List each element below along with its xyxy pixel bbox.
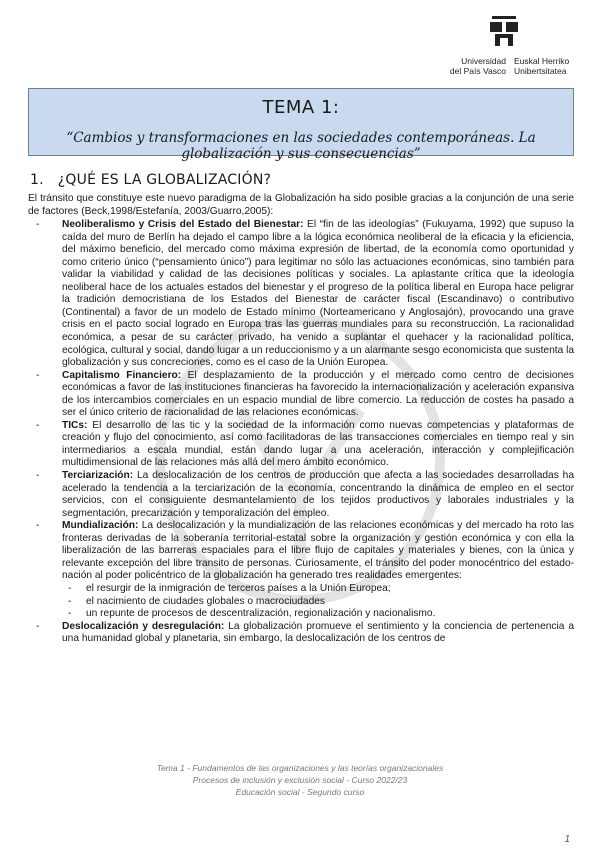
list-item-text: La deslocalización de los centros de producción que afecta a las sociedades desarrolladas ha acelerado la tendencia a la terciarización de la economía, concentrando la dinámica de empleo en el sector servicios, con el consiguiente desmantelamiento de los tejidos productivos y laborales industriales y la segmentación, precarización y temporalización del empleo.	[62, 470, 574, 519]
sub-list-item: - el nacimiento de ciudades globales o macrociudades	[86, 596, 574, 609]
sub-list-item: - un repunte de procesos de descentralización, regionalización y nacionalismo.	[86, 608, 574, 621]
footer-line: Procesos de inclusión y exclusión social - Curso 2022/23	[192, 775, 408, 785]
page-subtitle: “Cambios y transformaciones en las sociedades contemporáneas. La globalización y sus consecuencias”	[66, 130, 536, 162]
list-item-term: Terciarización:	[62, 470, 134, 482]
intro-paragraph: El tránsito que constituye este nuevo paradigma de la Globalización ha sido posible gracias a la conjunción de una serie de factores (Beck,1998/Estefanía, 2003/Guarro,2005):	[28, 193, 574, 217]
sub-list-item: - el resurgir de la inmigración de terceros países a la Unión Europea;	[86, 583, 574, 596]
title-box	[28, 88, 574, 162]
list-item	[62, 621, 574, 646]
list-item-text: El “fin de las ideologías” (Fukuyama, 1992) que supuso la caída del muro de Berlín ha dejado el campo libre a la lógica económica neoliberal de la eficacia y la eficiencia, del máximo beneficio, del mercado como máxima expresión de libertad, de la economía como oportunidad y como criterio único (“pensamiento único”) para legitimar no sólo las actuaciones económicas, sino también para validar la viabilidad y calidad de las decisiones políticas y sociales. La aplastante crítica que la ideología neoliberal hace de los actuales estados del bienestar y el progreso de la política liberal en Europa hace peligrar la tradición democristiana de los Estados del Bienestar de carácter fiscal (Escandinavo) o contributivo (Continental) a favor de un modelo de Estado mínimo (Norteamericano y Anglosajón), provocando una grave crisis en el pacto social logrado en Europa tras las guerras mundiales para su reconstrucción. La racionalidad económica, a pesar de su carácter privado, ha venido a suplantar el quehacer y la racionalidad política, ecológica, cultural y social, dando lugar a un reduccionismo y a un alarmante sesgo economicista que sustenta la globalización y sus concreciones, como es el caso de la Unión Europea.	[62, 219, 574, 369]
factors-list	[28, 219, 574, 646]
list-item-text: La globalización promueve el sentimiento y la conciencia de pertenencia a una humanidad global y planetaria, sin embargo, la deslocalización de los centros de	[62, 620, 574, 645]
page-footer	[0, 762, 600, 798]
footer-line: Educación social - Segundo curso	[235, 787, 365, 797]
list-item-term: Mundialización:	[62, 520, 139, 532]
list-item	[62, 420, 574, 470]
university-emblem-icon	[488, 16, 520, 48]
list-item	[62, 219, 574, 370]
sub-list	[62, 583, 574, 621]
list-item-term: Capitalismo Financiero:	[62, 369, 182, 381]
logo-text-basque: Euskal Herriko Unibertsitatea	[514, 56, 570, 76]
list-item-term: Neoliberalismo y Crisis del Estado del Bienestar:	[62, 219, 304, 231]
list-item	[62, 370, 574, 420]
footer-line: Tema 1 - Fundamentos de las organizaciones y las teorías organizacionales	[156, 763, 444, 773]
page-number: 1	[564, 834, 570, 845]
list-item-text: La deslocalización y la mundialización de las relaciones económicas y del mercado ha roto las fronteras derivadas de la soberanía territorial-estatal sobre la organización y gestión económica y con ella la liberalización de las barreras espaciales para el libre flujo de capitales y materiales y bienes, con la única y relevante excepción del libre transito de personas. Curiosamente, el tránsito del poder monocéntrico del estado-nación al poder policéntrico de la globalización ha generado tres realidades emergentes:	[62, 520, 574, 582]
logo-text-spanish: Universidad del País Vasco	[449, 56, 506, 76]
list-item-term: TICs:	[62, 419, 88, 431]
university-logo	[440, 10, 580, 80]
page-title: TEMA 1:	[262, 97, 340, 118]
list-item-term: Deslocalización y desregulación:	[62, 620, 225, 632]
document-body	[28, 193, 574, 646]
section-number: 1.	[30, 172, 44, 188]
list-item	[62, 470, 574, 520]
section-heading	[30, 172, 271, 188]
list-item-text: El desplazamiento de la producción y el mercado como centro de decisiones económicas a favor de las instituciones financieras ha favorecido la internacionalización y aceleración expansiva de los intercambios comerciales en un espacio mundial de libre comercio. La reducción de costes ha pasado a ser el único criterio de racionalidad de las relaciones económicas.	[62, 369, 574, 419]
list-item-text: El desarrollo de las tic y la sociedad de la información como nuevas competencias y plataformas de creación y flujo del conocimiento, así como facilitadoras de las transacciones comerciales en tiempo real y sin intermediarios a escala mundial, están dando lugar a una aceleración, interacción y complejificación multidimensional de las relaciones más allá del mero ámbito económico.	[62, 419, 574, 469]
list-item	[62, 520, 574, 620]
section-title: ¿QUÉ ES LA GLOBALIZACIÓN?	[57, 172, 272, 188]
